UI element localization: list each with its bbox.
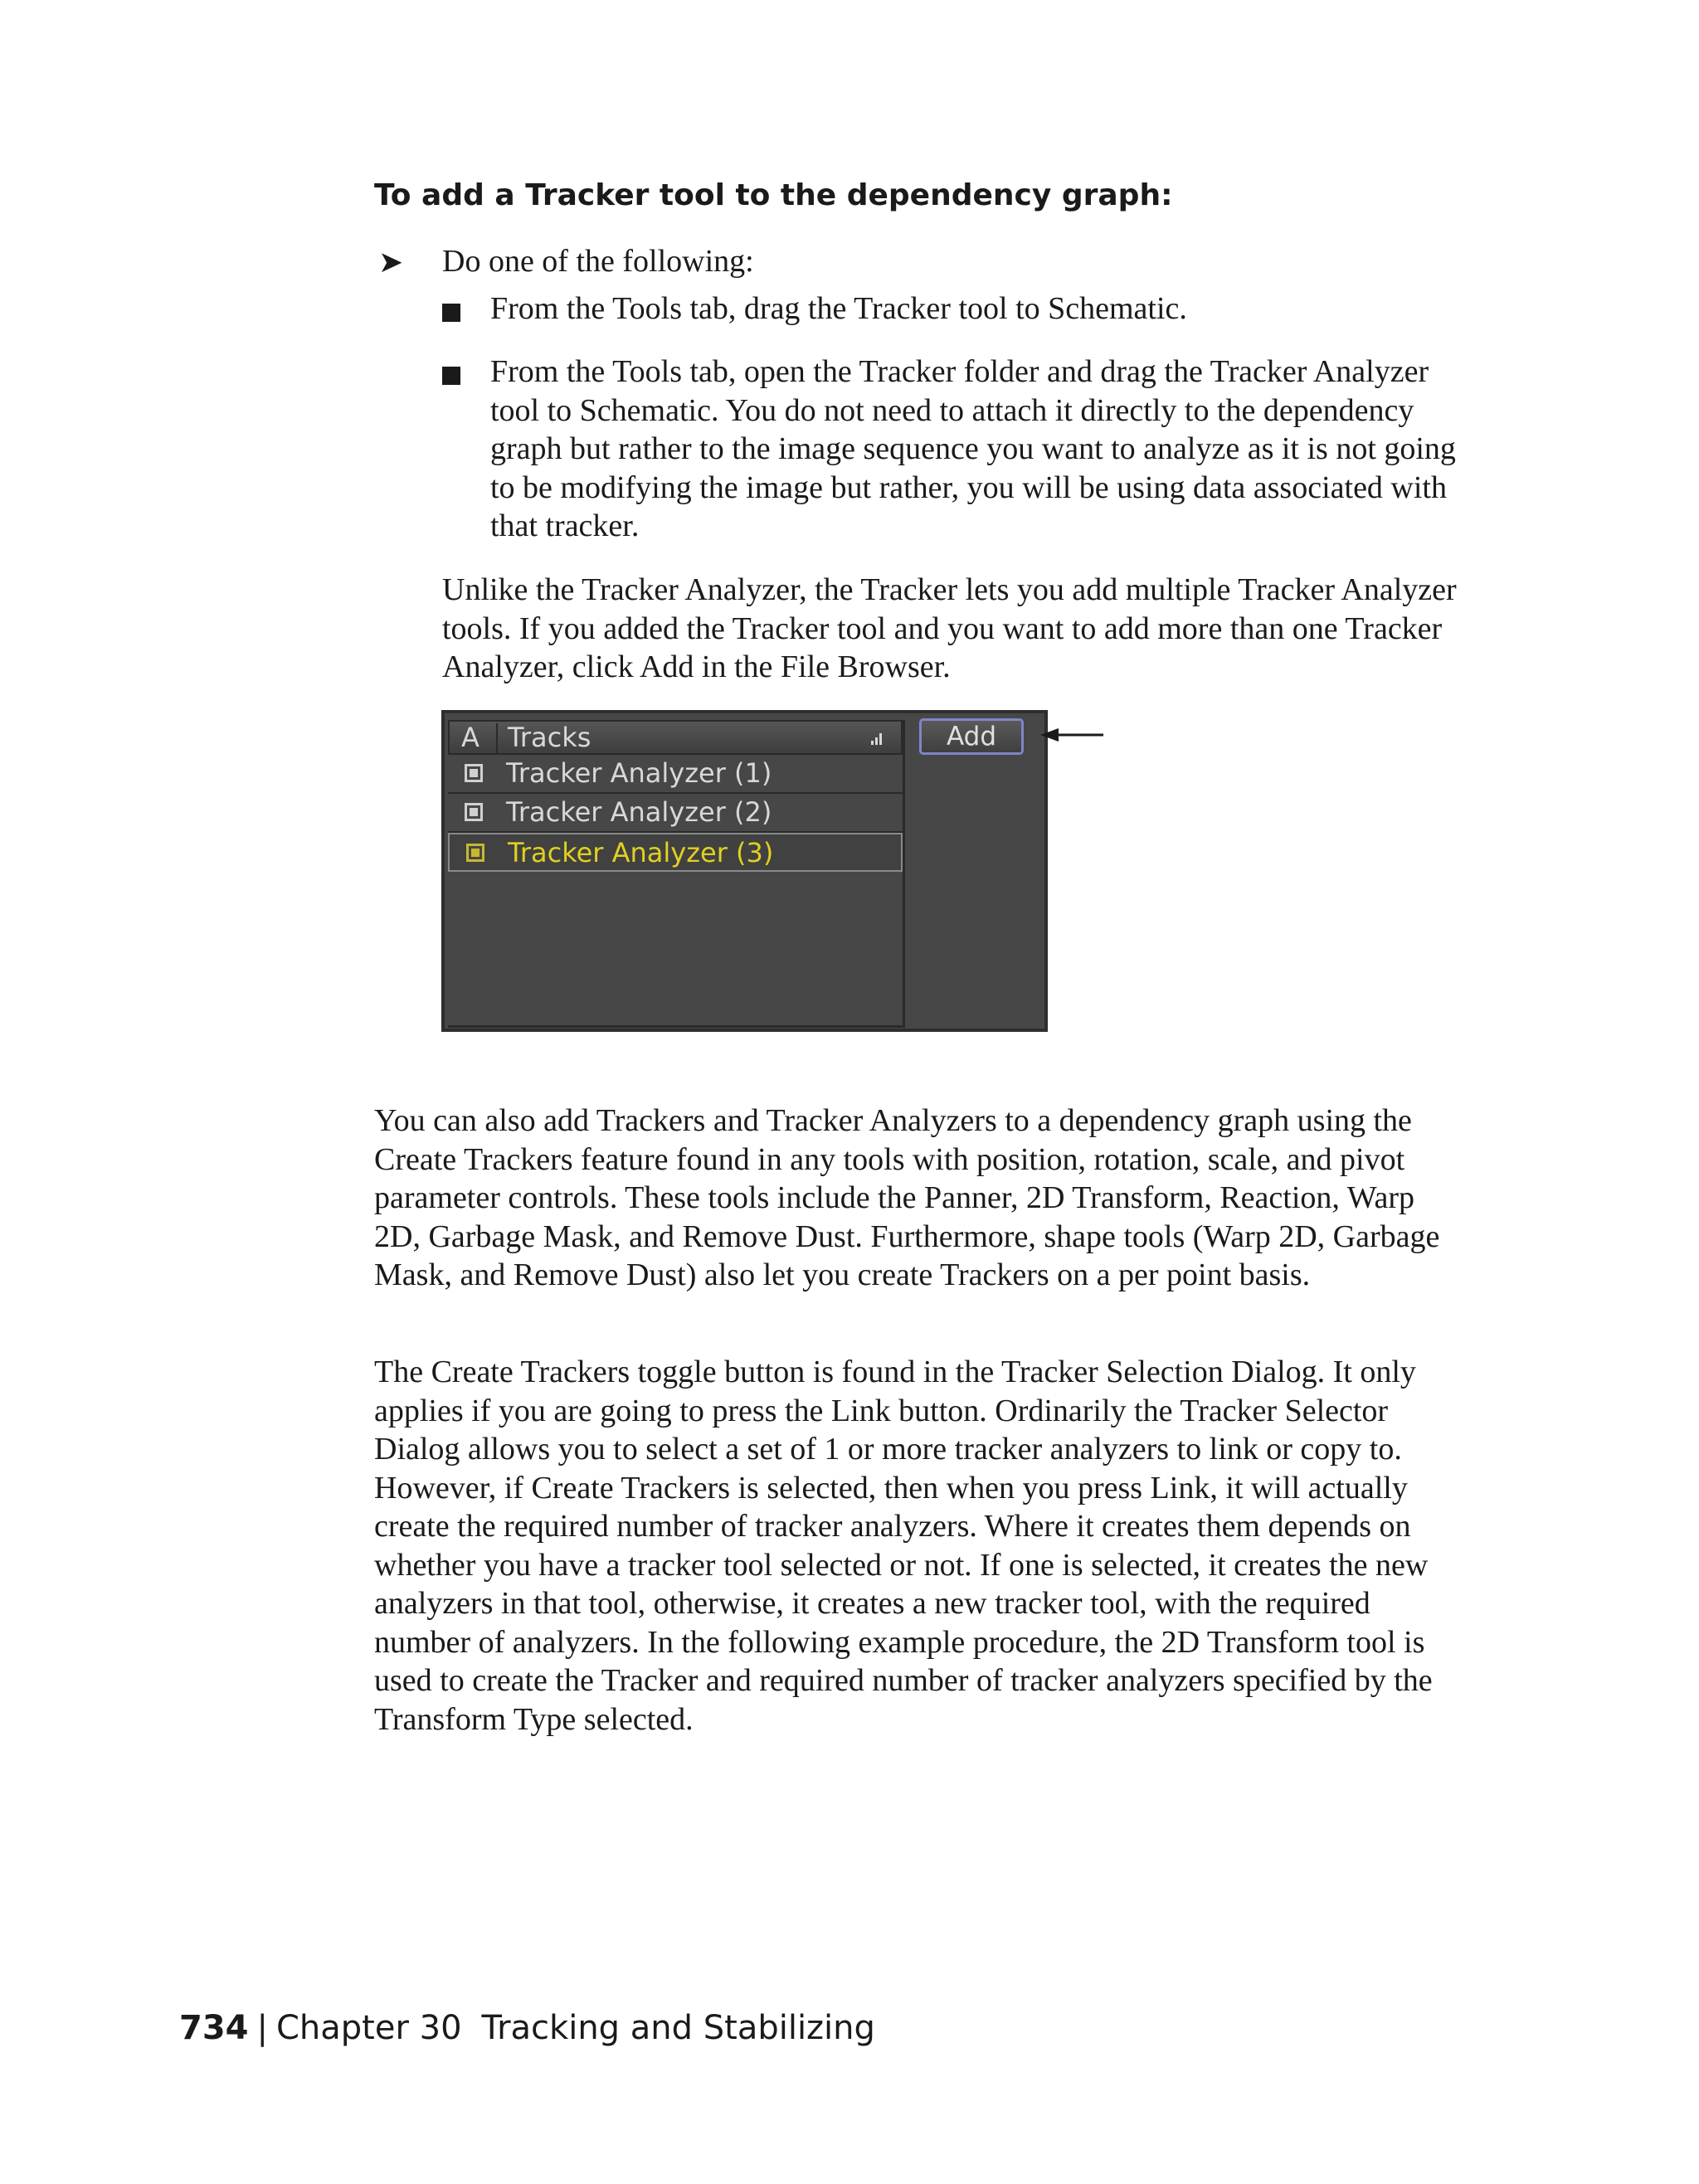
track-row[interactable] [448, 755, 903, 794]
page-number: 734 [179, 2009, 249, 2047]
track-label: Tracker Analyzer (2) [506, 796, 772, 828]
body-paragraph: The Create Trackers toggle button is found in the Tracker Selection Dialog. It only applies if you are going to press the Link button. Ordinarily the Tracker Selector Dialog allows you to select a set of 1 or more tracker analyzers to link or copy to. However, if Create Trackers is selected, then when you press Link, it will actually create the required number of tracker analyzers. Where it creates them depends on whether you have a tracker tool selected or not. If one is selected, it creates the new analyzers in that tool, otherwise, it creates a new tracker tool, with the required number of analyzers. In the following example procedure, the 2D Transform tool is used to create the Tracker and required number of tracker analyzers specified by the Transform Type selected. [374, 1355, 1433, 1737]
tracks-list [448, 720, 905, 1028]
footer-separator: | [256, 2009, 268, 2047]
chapter-number: Chapter 30 [275, 2009, 462, 2047]
chapter-title: Tracking and Stabilizing [481, 2009, 875, 2047]
page-footer [179, 2007, 875, 2049]
add-button[interactable]: Add [919, 718, 1024, 755]
track-checkbox[interactable] [465, 764, 483, 782]
step-text: Do one of the following: [442, 244, 754, 279]
track-label: Tracker Analyzer (3) [508, 837, 774, 868]
column-header-a[interactable]: A [461, 722, 480, 753]
track-label: Tracker Analyzer (1) [506, 757, 772, 789]
track-checkbox[interactable] [466, 844, 484, 862]
track-row[interactable] [448, 794, 903, 833]
track-checkbox[interactable] [465, 803, 483, 821]
pointer-arrow-icon [1039, 725, 1105, 745]
column-header-tracks[interactable]: Tracks [508, 722, 591, 753]
procedure-heading: To add a Tracker tool to the dependency graph: [374, 178, 1173, 212]
column-divider [496, 723, 498, 753]
indent-paragraph: Unlike the Tracker Analyzer, the Tracker lets you add multiple Tracker Analyzer tools. If you added the Tracker tool and you want to add more than one Tracker Analyzer, click Add in the File Browser. [442, 572, 1457, 684]
square-bullet-icon [442, 304, 460, 322]
tracks-list-header[interactable] [448, 720, 903, 755]
track-row-selected[interactable] [448, 833, 903, 872]
sort-bars-icon[interactable] [871, 732, 886, 745]
bullet-item: From the Tools tab, open the Tracker folder and drag the Tracker Analyzer tool to Schematic. You do not need to attach it directly to the dependency graph but rather to the image sequence you want to analyze as it is not going to be modifying the image but rather, you will be using data associated with that tracker. [490, 354, 1456, 543]
tracks-panel-screenshot [441, 710, 1048, 1032]
body-paragraph: You can also add Trackers and Tracker Analyzers to a dependency graph using the Create Trackers feature found in any tools with position, rotation, scale, and pivot parameter controls. These tools include the Panner, 2D Transform, Reaction, Warp 2D, Garbage Mask, and Remove Dust. Furthermore, shape tools (Warp 2D, Garbage Mask, and Remove Dust) also let you create Trackers on a per point basis. [374, 1103, 1440, 1292]
bullet-item: From the Tools tab, drag the Tracker tool to Schematic. [490, 291, 1187, 326]
step-arrow-icon: ➤ [378, 246, 404, 280]
square-bullet-icon [442, 367, 460, 385]
